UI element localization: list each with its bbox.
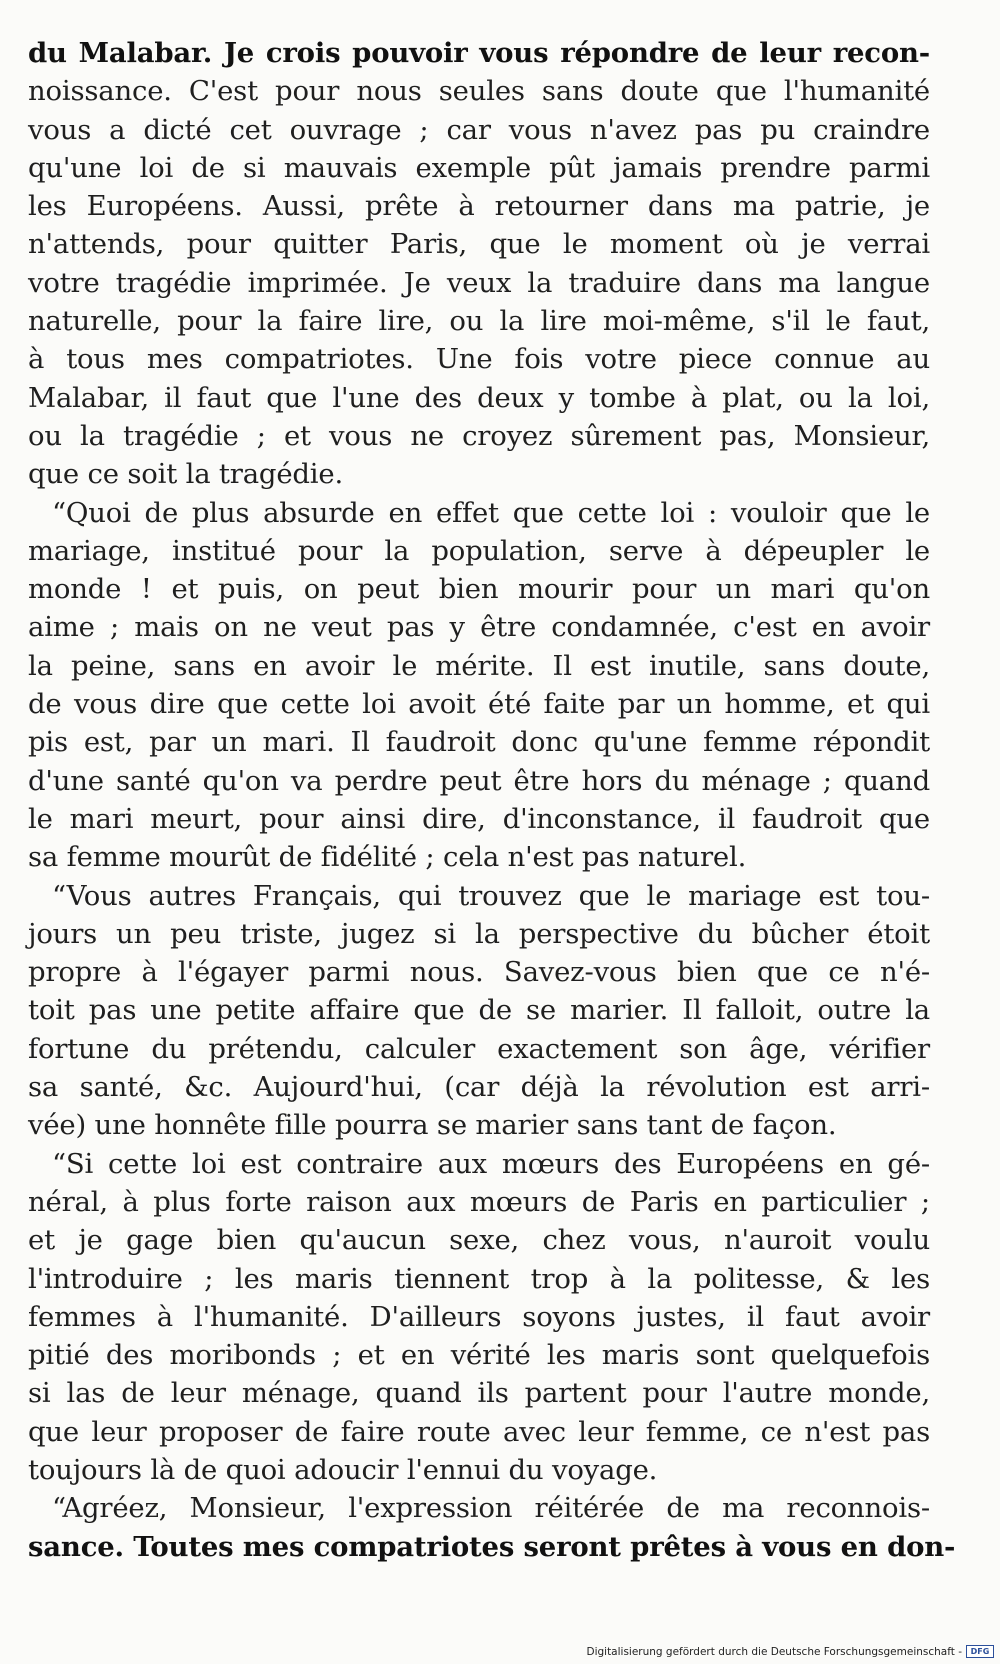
text-line: qu'une loi de si mauvais exemple pût jamais prendre parmi [28, 151, 930, 184]
text-line: fortune du prétendu, calculer exactement son âge, vérifier [28, 1032, 930, 1065]
text-line: les Européens. Aussi, prête à retourner dans ma patrie, je [28, 190, 930, 223]
text-line: la peine, sans en avoir le mérite. Il est inutile, sans doute, [28, 649, 930, 682]
credit-text: Digitalisierung gefördert durch die Deutsche Forschungsgemeinschaft - [586, 1645, 962, 1658]
text-line: toujours là de quoi adoucir l'ennui du voyage. [28, 1453, 658, 1486]
text-line: du Malabar. Je crois pouvoir vous répondre de leur recon- [28, 37, 930, 69]
text-line: jours un peu triste, jugez si la perspective du bûcher étoit [28, 917, 930, 950]
text-line: si las de leur ménage, quand ils partent pour l'autre monde, [28, 1377, 930, 1410]
text-line: que ce soit la tragédie. [28, 458, 344, 491]
text-line: toit pas une petite affaire que de se marier. Il falloit, outre la [28, 994, 930, 1027]
text-line: pis est, par un mari. Il faudroit donc qu'une femme répondit [28, 726, 930, 759]
text-line: vous a dicté cet ouvrage ; car vous n'avez pas pu craindre [28, 113, 930, 146]
text-line: Malabar, il faut que l'une des deux y tombe à plat, ou la loi, [28, 381, 930, 414]
text-line: “Quoi de plus absurde en effet que cette loi : vouloir que le [52, 496, 930, 529]
text-line: d'une santé qu'on va perdre peut être hors du ménage ; quand [28, 764, 930, 797]
digitization-credit [586, 1645, 994, 1658]
text-line: sa santé, &c. Aujourd'hui, (car déjà la révolution est arri- [28, 1071, 930, 1104]
dfg-logo-icon: DFG [966, 1645, 994, 1658]
text-line: ou la tragédie ; et vous ne croyez sûrement pas, Monsieur, [28, 419, 930, 452]
text-line: monde ! et puis, on peut bien mourir pour un mari qu'on [28, 573, 930, 606]
text-line: sa femme mourût de fidélité ; cela n'est pas naturel. [28, 841, 747, 874]
text-line: propre à l'égayer parmi nous. Savez-vous bien que ce n'é- [28, 956, 930, 989]
text-line: noissance. C'est pour nous seules sans doute que l'humanité [28, 75, 930, 108]
text-line: aime ; mais on ne veut pas y être condamnée, c'est en avoir [28, 611, 930, 644]
text-line: n'attends, pour quitter Paris, que le moment où je verrai [28, 228, 930, 261]
text-line: que leur proposer de faire route avec leur femme, ce n'est pas [28, 1415, 930, 1448]
text-line: et je gage bien qu'aucun sexe, chez vous, n'auroit voulu [28, 1224, 930, 1257]
text-line: à tous mes compatriotes. Une fois votre piece connue au [28, 343, 930, 376]
text-line: sance. Toutes mes compatriotes seront prêtes à vous en don- [28, 1530, 956, 1563]
text-line: mariage, institué pour la population, serve à dépeupler le [28, 534, 930, 567]
text-line: le mari meurt, pour ainsi dire, d'inconstance, il faudroit que [28, 802, 930, 835]
text-line: pitié des moribonds ; et en vérité les maris sont quelquefois [28, 1339, 930, 1372]
text-line: l'introduire ; les maris tiennent trop à la politesse, & les [28, 1262, 930, 1295]
body-text [28, 34, 956, 1566]
text-line: néral, à plus forte raison aux mœurs de Paris en particulier ; [28, 1185, 930, 1218]
text-line: votre tragédie imprimée. Je veux la traduire dans ma langue [28, 266, 930, 299]
text-line: naturelle, pour la faire lire, ou la lire moi-même, s'il le faut, [28, 305, 930, 338]
text-line: “Vous autres Français, qui trouvez que le mariage est tou- [52, 879, 930, 912]
text-line: vée) une honnête fille pourra se marier sans tant de façon. [28, 1109, 837, 1142]
text-line: de vous dire que cette loi avoit été faite par un homme, et qui [28, 688, 930, 721]
text-line: femmes à l'humanité. D'ailleurs soyons justes, il faut avoir [28, 1300, 930, 1333]
text-line: “Agréez, Monsieur, l'expression réitérée de ma reconnois- [52, 1492, 930, 1525]
text-line: “Si cette loi est contraire aux mœurs des Européens en gé- [52, 1147, 930, 1180]
